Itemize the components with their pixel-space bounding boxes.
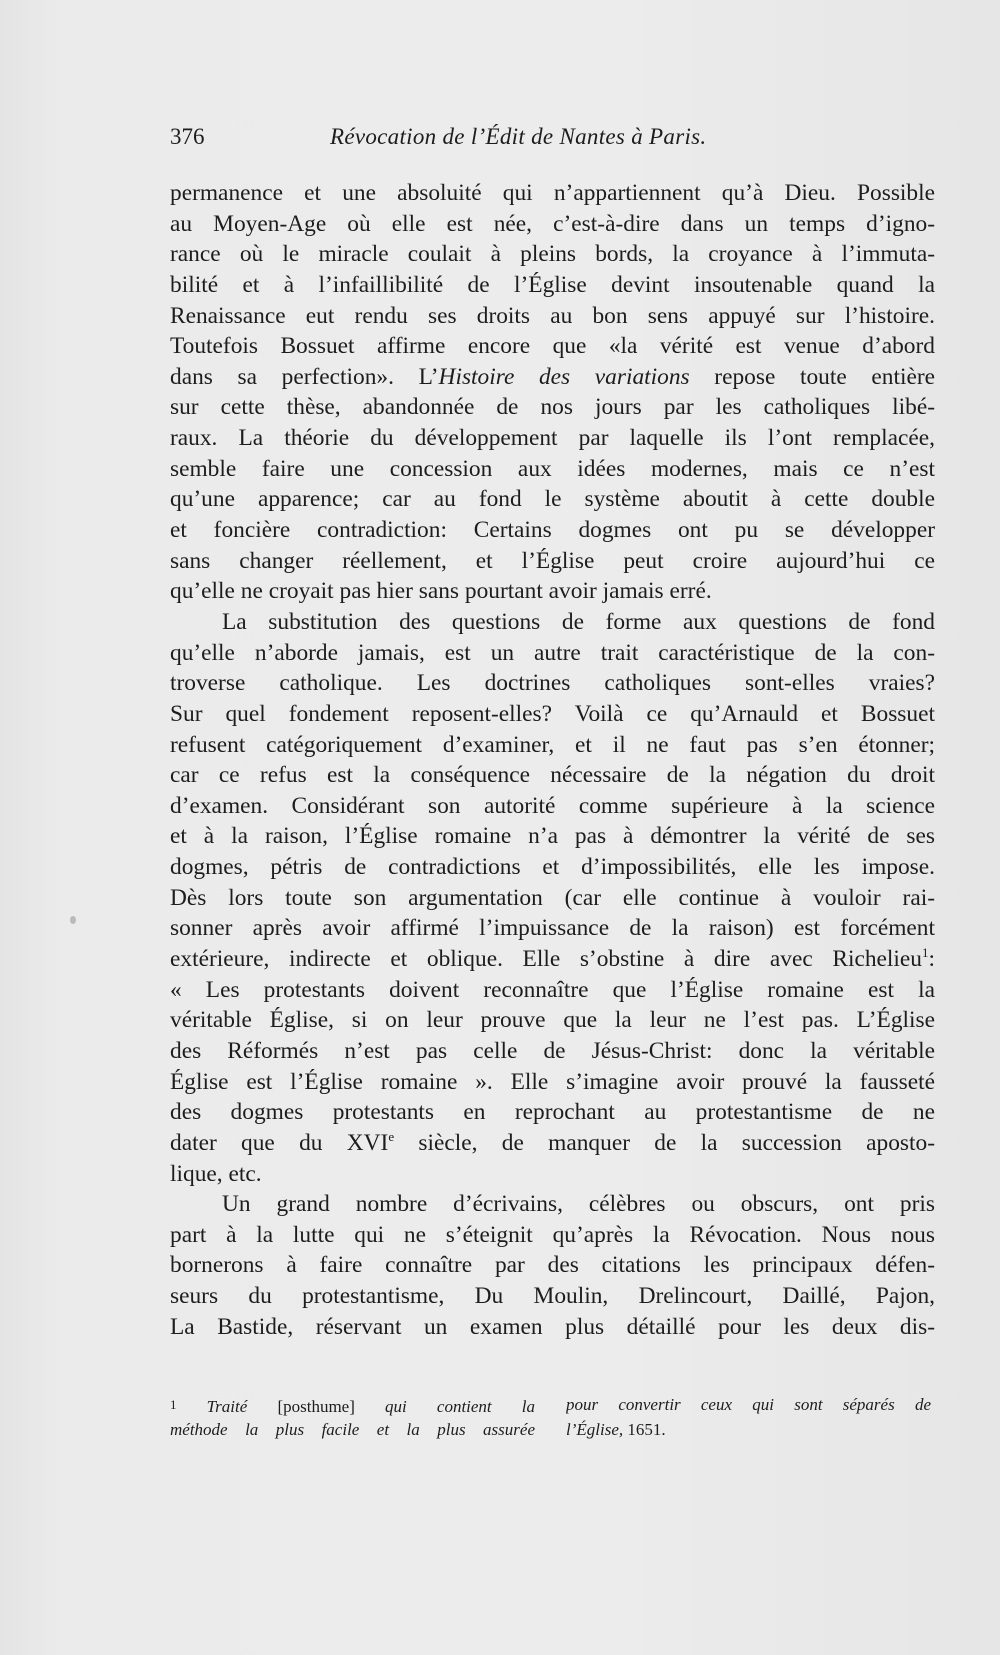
ink-smudge (70, 916, 76, 924)
text-line: car ce refus est la conséquence nécessaire de la négation du droit (170, 762, 935, 789)
text-line: Église est l’Église romaine ». Elle s’imagine avoir prouvé la fausseté (170, 1068, 935, 1095)
text-line (170, 944, 935, 975)
running-title: Révocation de l’Édit de Nantes à Paris. (330, 124, 707, 149)
text-line (170, 362, 935, 393)
footnote-text: méthode la plus facile et la plus assurée (170, 1420, 535, 1439)
text-line: lique, etc. (170, 1160, 262, 1187)
footnote-text: 1651. (627, 1420, 666, 1439)
text-line: sans changer réellement, et l’Église peut croire aujourd’hui ce (170, 547, 935, 574)
text-line: semble faire une concession aux idées modernes, mais ce n’est (170, 455, 935, 482)
text-line: bilité et à l’infaillibilité de l’Église devint insoutenable quand la (170, 271, 935, 298)
text-line: permanence et une absoluité qui n’appartiennent qu’à Dieu. Possible (170, 180, 935, 206)
body-text (170, 178, 935, 1342)
page-header (170, 124, 810, 160)
text-line: des Réformés n’est pas celle de Jésus-Christ: donc la véritable (170, 1037, 935, 1064)
text-line: et à la raison, l’Église romaine n’a pas à démontrer la vérité de ses (170, 823, 935, 850)
italic-title-histoire: Histoire des variations (438, 363, 690, 390)
footnote-right-column (566, 1392, 931, 1442)
text-line: qu’elle n’aborde jamais, est un autre trait caractéristique de la con- (170, 639, 935, 666)
text-line: Renaissance eut rendu ses droits au bon sens appuyé sur l’histoire. (170, 302, 935, 329)
text-fragment: dater que du XVI (170, 1129, 389, 1156)
text-fragment: repose toute entière (689, 363, 935, 390)
text-fragment: dans sa perfection». L’ (170, 363, 439, 390)
footnote-text: pour convertir ceux qui sont séparés de (566, 1395, 931, 1414)
footnote-text: Traité (206, 1397, 248, 1416)
text-line: dogmes, pétris de contradictions et d’impossibilités, elle les impose. (170, 854, 935, 881)
footnote-text: l’Église, (566, 1420, 624, 1439)
text-line: bornerons à faire connaître par des citations les principaux défen- (170, 1252, 935, 1279)
text-line: sonner après avoir affirmé l’impuissance de la raison) est forcément (170, 915, 935, 942)
text-line: rance où le miracle coulait à pleins bords, la croyance à l’immuta- (170, 241, 935, 268)
text-line: part à la lutte qui ne s’éteignit qu’après la Révocation. Nous nous (170, 1221, 935, 1248)
text-line: raux. La théorie du développement par laquelle ils l’ont remplacée, (170, 425, 935, 452)
text-fragment: extérieure, indirecte et oblique. Elle s’obstine à dire avec Richelieu (170, 946, 922, 973)
footnote-line (170, 1417, 535, 1442)
text-line: seurs du protestantisme, Du Moulin, Drelincourt, Daillé, Pajon, (170, 1283, 935, 1310)
text-line: Toutefois Bossuet affirme encore que «la vérité est venue d’abord (170, 333, 935, 360)
text-line: Dès lors toute son argumentation (car elle continue à vouloir rai- (170, 884, 935, 911)
text-line: sur cette thèse, abandonnée de nos jours par les catholiques libé- (170, 394, 935, 421)
footnote-line (170, 1392, 535, 1417)
text-fragment: : (928, 946, 935, 973)
text-line: des dogmes protestants en reprochant au protestantisme de ne (170, 1099, 935, 1126)
text-line: qu’elle ne croyait pas hier sans pourtant avoir jamais erré. (170, 578, 712, 605)
text-line: et foncière contradiction: Certains dogmes ont pu se développer (170, 517, 935, 544)
text-line (170, 1128, 935, 1159)
text-line: d’examen. Considérant son autorité comme supérieure à la science (170, 792, 935, 819)
page-number: 376 (170, 124, 205, 149)
text-line: refusent catégoriquement d’examiner, et il ne faut pas s’en étonner; (170, 731, 935, 758)
text-line: La Bastide, réservant un examen plus détaillé pour les deux dis- (170, 1313, 935, 1340)
footnote-reference: 1 (922, 945, 929, 961)
footnote-line (566, 1417, 931, 1442)
text-line: « Les protestants doivent reconnaître que l’Église romaine est la (170, 976, 935, 1003)
text-line: qu’une apparence; car au fond le système aboutit à cette double (170, 486, 935, 513)
text-fragment: siècle, de manquer de la succession aposto- (394, 1129, 935, 1156)
text-line: troverse catholique. Les doctrines catholiques sont-elles vraies? (170, 670, 935, 697)
footnote-line (566, 1392, 931, 1417)
text-line: Sur quel fondement reposent-elles? Voilà ce qu’Arnauld et Bossuet (170, 700, 935, 727)
text-line: Un grand nombre d’écrivains, célèbres ou obscurs, ont pris (222, 1191, 935, 1218)
footnote-marker: 1 (170, 1397, 177, 1412)
footnote-text: qui contient la (385, 1397, 535, 1416)
text-line: au Moyen-Age où elle est née, c’est-à-dire dans un temps d’igno- (170, 210, 935, 237)
superscript-e: e (388, 1128, 395, 1144)
footnote-left-column (170, 1392, 535, 1442)
footnote-text: [posthume] (277, 1397, 355, 1416)
text-line: La substitution des questions de forme aux questions de fond (222, 608, 935, 635)
text-line: véritable Église, si on leur prouve que la leur ne l’est pas. L’Église (170, 1007, 935, 1034)
